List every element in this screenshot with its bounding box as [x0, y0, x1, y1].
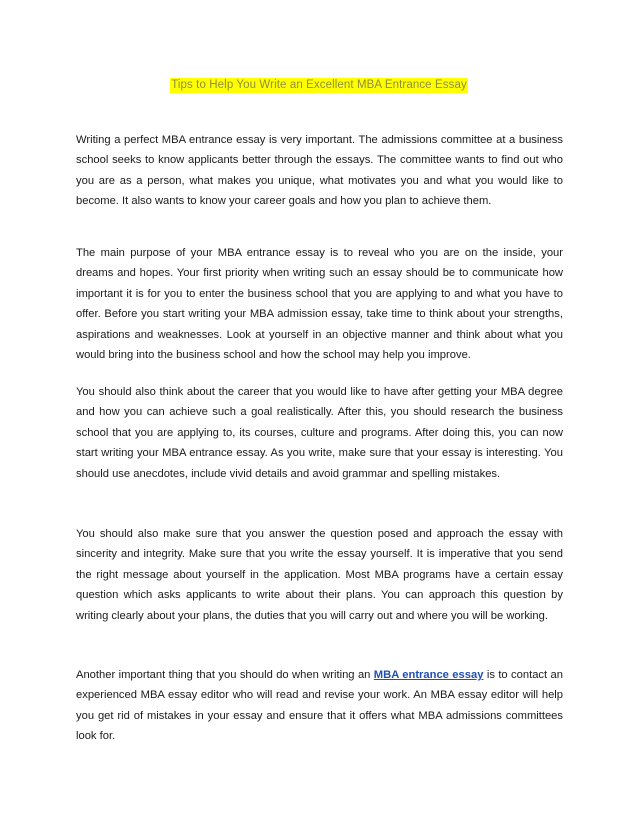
paragraph-5	[76, 665, 563, 747]
paragraph-5-after-link: is to contact an experienced MBA essay editor who will read and revise your work. An MBA essay editor will help you get rid of mistakes in your essay and ensure that it offers what MBA admissions committees look for.	[76, 669, 563, 743]
paragraph-2: The main purpose of your MBA entrance essay is to reveal who you are on the inside, your dreams and hopes. Your first priority when writing such an essay should be to communicate how important it is for you to enter the business school that you are applying to and what you have to offer. Before you start writing your MBA admission essay, take time to think about your strengths, aspirations and weaknesses. Look at yourself in an objective manner and think about what you would bring into the business school and how the school may help you improve.	[76, 247, 563, 362]
paragraph-5-before-link: Another important thing that you should do when writing an	[76, 669, 374, 681]
mba-entrance-essay-link[interactable]: MBA entrance essay	[373, 669, 484, 681]
paragraph-1: Writing a perfect MBA entrance essay is very important. The admissions committee at a business school seeks to know applicants better through the essays. The committee wants to find out who you are as a person, what makes you unique, what motivates you and what you would like to become. It also wants to know your career goals and how you plan to achieve them.	[76, 134, 563, 208]
document-title: Tips to Help You Write an Excellent MBA Entrance Essay	[171, 79, 467, 91]
paragraph-3: You should also think about the career that you would like to have after getting your MBA degree and how you can achieve such a goal realistically. After this, you should research the business school that you are applying to, its courses, culture and programs. After doing this, you can now start writing your MBA entrance essay. As you write, make sure that your essay is interesting. You should use anecdotes, include vivid details and avoid grammar and spelling mistakes.	[76, 386, 563, 480]
title-container	[0, 75, 638, 93]
paragraph-4: You should also make sure that you answer the question posed and approach the essay with sincerity and integrity. Make sure that you write the essay yourself. It is imperative that you send the right message about yourself in the application. Most MBA programs have a certain essay question which asks applicants to write about their plans. You can approach this question by writing clearly about your plans, the duties that you will carry out and where you will be working.	[76, 528, 563, 622]
